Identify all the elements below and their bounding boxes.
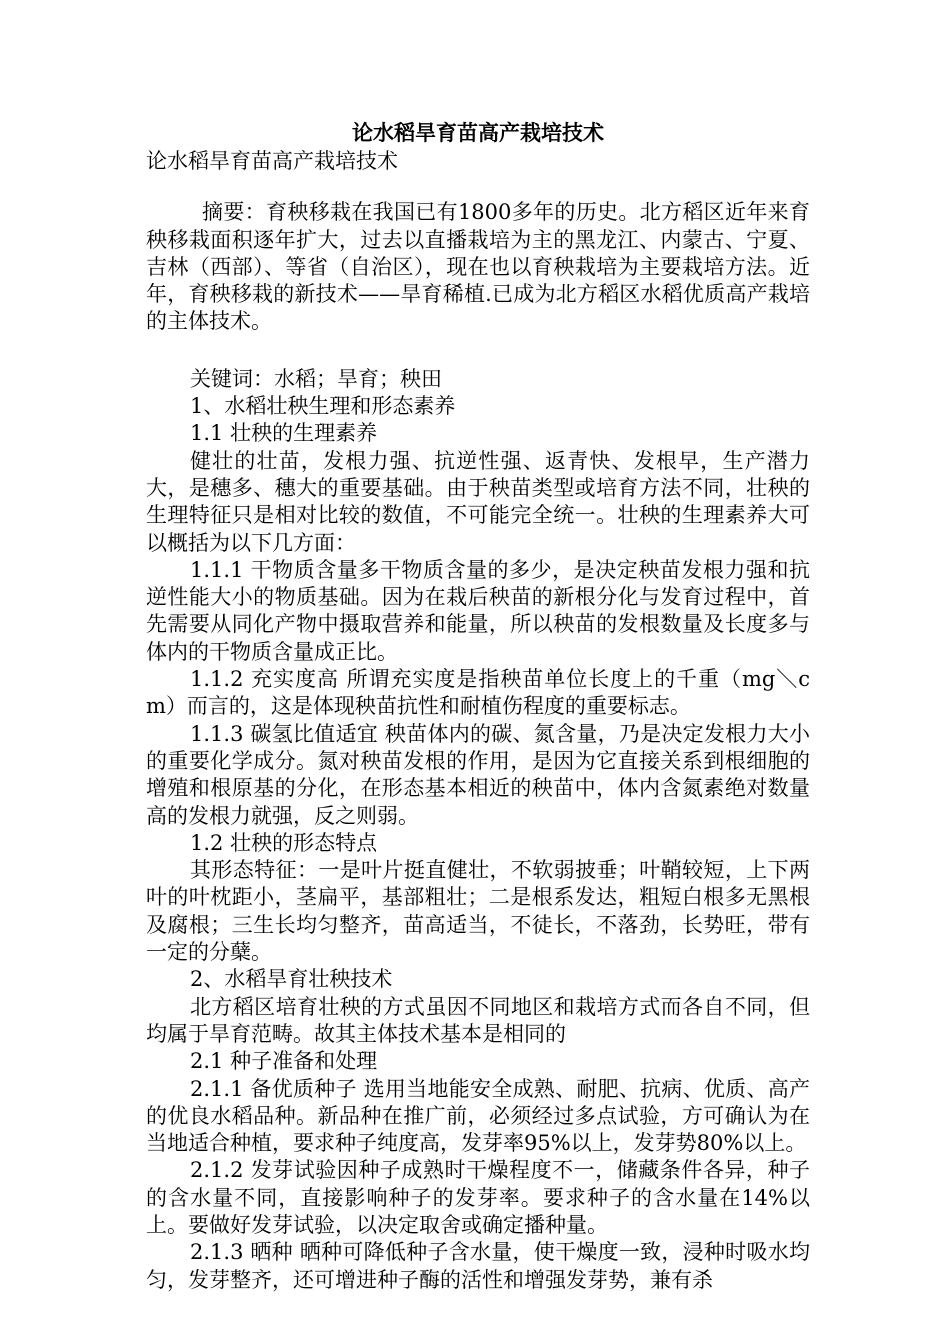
spacer — [146, 336, 810, 366]
subsection-heading: 2.1 种子准备和处理 — [190, 1049, 378, 1074]
subsection-heading: 1.1 壮秧的生理素养 — [190, 421, 378, 446]
body-paragraph: 2.1.3 晒种 晒种可降低种子含水量，使干燥度一致，浸种时吸水均匀，发芽整齐，还可增进种子酶的活性和增强发芽势，兼有杀 — [146, 1240, 810, 1292]
keywords-line: 关键词：水稻；旱育；秧田 — [190, 366, 442, 391]
body-paragraph: 2.1.2 发芽试验因种子成熟时干燥程度不一，储藏条件各异，种子的含水量不同，直接影响种子的发芽率。要求种子的含水量在14%以上。要做好发芽试验，以决定取舍或确定播种量。 — [146, 1158, 810, 1237]
abstract-paragraph: 摘要：育秧移栽在我国已有1800多年的历史。北方稻区近年来育秧移栽面积逐年扩大，过去以直播栽培为主的黑龙江、内蒙古、宁夏、吉林（西部）、等省（自治区），现在也以育秧栽培为主要栽培方法。近年，育秧移栽的新技术——旱育稀植.已成为北方稻区水稻优质高产栽培的主体技术。 — [146, 200, 810, 334]
body-paragraph: 北方稻区培育壮秧的方式虽因不同地区和栽培方式而各自不同，但均属于旱育范畴。故其主体技术基本是相同的 — [146, 994, 810, 1046]
spacer — [146, 175, 810, 199]
body-paragraph: 1.1.2 充实度高 所谓充实度是指秧苗单位长度上的千重（mg＼cm）而言的，这是体现秧苗抗性和耐植伤程度的重要标志。 — [146, 667, 810, 719]
section-heading: 2、水稻旱育壮秧技术 — [190, 967, 393, 992]
body-paragraph: 2.1.1 备优质种子 选用当地能安全成熟、耐肥、抗病、优质、高产的优良水稻品种。新品种在推广前，必须经过多点试验，方可确认为在当地适合种植，要求种子纯度高，发芽率95%以上，发芽势80%以上。 — [146, 1076, 810, 1156]
document-title: 论水稻旱育苗高产栽培技术 — [352, 120, 604, 145]
body-paragraph: 1.1.3 碳氢比值适宜 秧苗体内的碳、氮含量，乃是决定发根力大小的重要化学成分。氮对秧苗发根的作用，是因为它直接关系到根细胞的增殖和根原基的分化，在形态基本相近的秧苗中，体内含氮素绝对数量高的发根力就强，反之则弱。 — [146, 721, 810, 828]
body-paragraph: 健壮的壮苗，发根力强、抗逆性强、返青快、发根早，生产潜力大，是穗多、穗大的重要基础。由于秧苗类型或培育方法不同，壮秧的生理特征只是相对比较的数值，不可能完全统一。壮秧的生理素养大可以概括为以下几方面： — [146, 448, 810, 555]
document-page — [146, 118, 810, 1294]
subsection-heading: 1.2 壮秧的形态特点 — [190, 830, 378, 855]
body-paragraph: 1.1.1 干物质含量多干物质含量的多少，是决定秧苗发根力强和抗逆性能大小的物质基础。因为在栽后秧苗的新根分化与发育过程中，首先需要从同化产物中摄取营养和能量，所以秧苗的发根数量及长度多与体内的干物质含量成正比。 — [146, 557, 810, 664]
body-paragraph: 其形态特征：一是叶片挺直健壮，不软弱披垂；叶鞘较短，上下两叶的叶枕距小，茎扁平，基部粗壮；二是根系发达，粗短白根多无黑根及腐根；三生长均匀整齐，苗高适当，不徒长，不落劲，长势旺，带有一定的分蘖。 — [146, 858, 810, 965]
document-subtitle: 论水稻旱育苗高产栽培技术 — [146, 149, 398, 173]
section-heading: 1、水稻壮秧生理和形态素养 — [190, 394, 456, 419]
